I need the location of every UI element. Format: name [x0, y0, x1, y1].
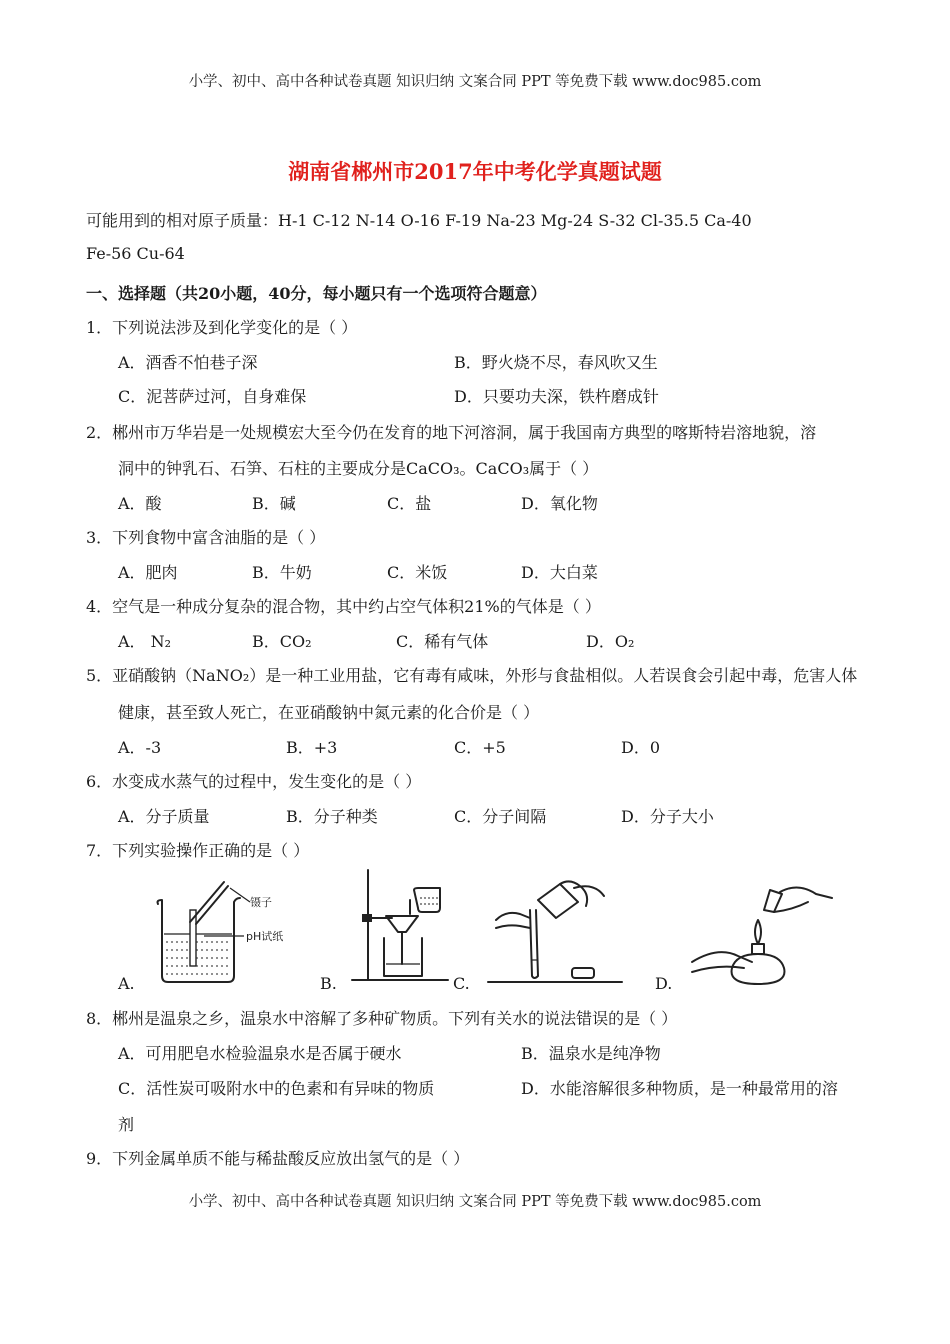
- q8-option-a: A．可用肥皂水检验温泉水是否属于硬水: [118, 1044, 402, 1063]
- q9-stem: 9．下列金属单质不能与稀盐酸反应放出氢气的是（ ）: [86, 1149, 470, 1168]
- figure-c-pouring-liquid: [486, 880, 626, 990]
- q2-option-b: B．碱: [252, 494, 296, 513]
- q7-option-d-label: D.: [655, 974, 673, 993]
- q4-option-b: B．CO₂: [252, 632, 312, 651]
- q8-option-d-line-1: D．水能溶解很多种物质，是一种最常用的溶: [521, 1079, 838, 1098]
- q8-option-d-line-2: 剂: [118, 1115, 135, 1134]
- q7-option-a-label: A.: [118, 974, 135, 993]
- q7-option-b-label: B.: [320, 974, 337, 993]
- q5-option-a: A．-3: [118, 738, 162, 757]
- q3-option-d: D．大白菜: [521, 563, 598, 582]
- q3-stem: 3．下列食物中富含油脂的是（ ）: [86, 528, 326, 547]
- label-ph-paper: pH试纸: [246, 930, 284, 943]
- atomic-mass-line-2: Fe-56 Cu-64: [86, 244, 185, 263]
- q5-stem-line-1: 5．亚硝酸钠（NaNO₂）是一种工业用盐，它有毒有咸味，外形与食盐相似。人若误食会引起中毒，危害人体: [86, 666, 858, 685]
- q3-option-c: C．米饭: [387, 563, 448, 582]
- q6-stem: 6．水变成水蒸气的过程中，发生变化的是（ ）: [86, 772, 422, 791]
- page-title: 湖南省郴州市2017年中考化学真题试题: [288, 159, 662, 184]
- q3-option-a: A．肥肉: [118, 563, 178, 582]
- atomic-mass-line-1: 可能用到的相对原子质量：H-1 C-12 N-14 O-16 F-19 Na-23 Mg-24 S-32 Cl-35.5 Ca-40: [86, 211, 752, 230]
- q8-option-c: C．活性炭可吸附水中的色素和有异味的物质: [118, 1079, 435, 1098]
- q4-option-d: D．O₂: [586, 632, 635, 651]
- q6-option-d: D．分子大小: [621, 807, 714, 826]
- q7-stem: 7．下列实验操作正确的是（ ）: [86, 841, 310, 860]
- figure-b-filtration: [348, 868, 458, 988]
- q8-option-b: B．温泉水是纯净物: [521, 1044, 661, 1063]
- page-footer: 小学、初中、高中各种试卷真题 知识归纳 文案合同 PPT 等免费下载 www.doc985.com: [188, 1194, 762, 1210]
- q2-stem-line-2: 洞中的钟乳石、石笋、石柱的主要成分是CaCO₃。CaCO₃属于（ ）: [118, 459, 599, 478]
- q4-stem: 4．空气是一种成分复杂的混合物，其中约占空气体积21%的气体是（ ）: [86, 597, 601, 616]
- q4-option-c: C．稀有气体: [396, 632, 489, 651]
- q1-option-b: B．野火烧不尽，春风吹又生: [454, 353, 658, 372]
- q5-stem-line-2: 健康，甚至致人死亡，在亚硝酸钠中氮元素的化合价是（ ）: [118, 703, 540, 722]
- q2-option-c: C．盐: [387, 494, 432, 513]
- q5-option-c: C．+5: [454, 738, 506, 757]
- q3-option-b: B．牛奶: [252, 563, 312, 582]
- q2-option-a: A．酸: [118, 494, 162, 513]
- q4-option-a: A． N₂: [118, 632, 172, 651]
- q6-option-b: B．分子种类: [286, 807, 378, 826]
- page-header: 小学、初中、高中各种试卷真题 知识归纳 文案合同 PPT 等免费下载 www.doc985.com: [188, 74, 762, 90]
- q1-option-c: C．泥菩萨过河，自身难保: [118, 387, 307, 406]
- q7-option-c-label: C.: [453, 974, 470, 993]
- q1-option-a: A．酒香不怕巷子深: [118, 353, 258, 372]
- q1-stem: 1．下列说法涉及到化学变化的是（ ）: [86, 318, 358, 337]
- q5-option-b: B．+3: [286, 738, 338, 757]
- section-heading: 一、选择题（共20小题，40分，每小题只有一个选项符合题意）: [86, 284, 547, 303]
- q6-option-c: C．分子间隔: [454, 807, 547, 826]
- q5-option-d: D．0: [621, 738, 661, 757]
- label-tweezers: 镊子: [250, 896, 272, 909]
- q1-option-d: D．只要功夫深，铁杵磨成针: [454, 387, 659, 406]
- q6-option-a: A．分子质量: [118, 807, 210, 826]
- q2-stem-line-1: 2．郴州市万华岩是一处规模宏大至今仍在发育的地下河溶洞，属于我国南方典型的喀斯特岩溶地貌，溶: [86, 423, 817, 442]
- figure-a-beaker-ph-test: [150, 876, 300, 996]
- figure-d-alcohol-lamp: [688, 876, 838, 996]
- q2-option-d: D．氧化物: [521, 494, 598, 513]
- q8-stem: 8．郴州是温泉之乡，温泉水中溶解了多种矿物质。下列有关水的说法错误的是（ ）: [86, 1009, 678, 1028]
